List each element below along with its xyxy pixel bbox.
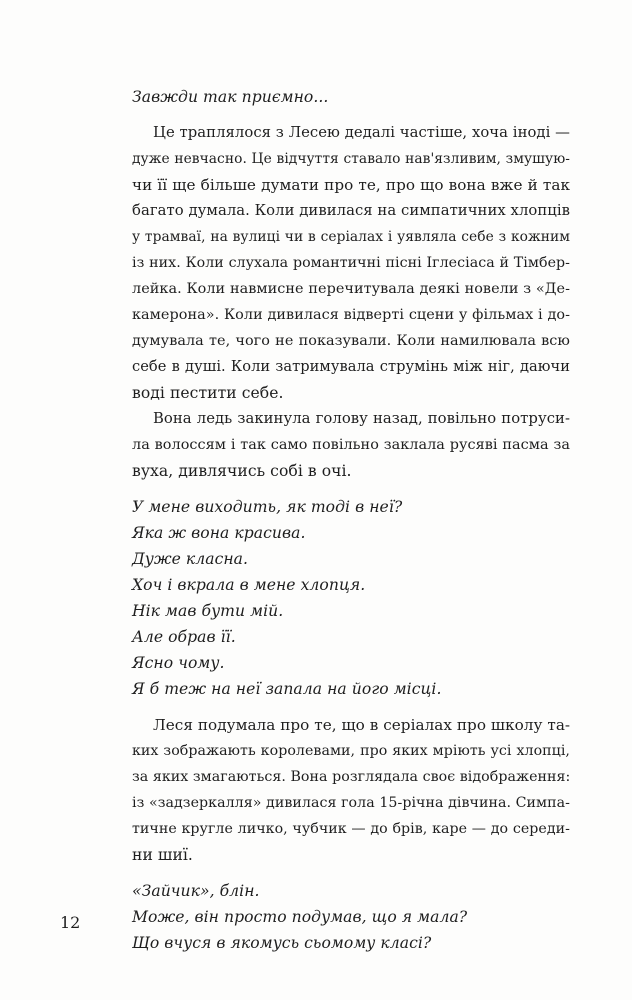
paragraph-line: Вона ледь закинула голову назад, повільно потруси- (153, 410, 570, 427)
paragraph-line: за яких змагаються. Вона розглядала своє відображення: (132, 769, 571, 785)
italic-line: Нік мав бути мій. (132, 602, 284, 620)
paragraph-line: чи її ще більше думати про те, про що вона вже й так (132, 176, 570, 194)
italic-line: Я б теж на неї запала на його місці. (132, 680, 442, 698)
paragraph-line: ни шиї. (132, 846, 193, 864)
paragraph-line: ла волоссям і так само повільно заклала русяві пасма за (132, 437, 570, 453)
italic-line: Хоч і вкрала в мене хлопця. (132, 576, 366, 594)
paragraph-line: Леся подумала про те, що в серіалах про школу та- (153, 716, 571, 734)
italic-line: Ясно чому. (132, 654, 225, 672)
italic-line: Завжди так приємно... (132, 88, 329, 106)
page-number: 12 (60, 913, 81, 932)
italic-line: Що вчуся в якомусь сьомому класі? (132, 934, 432, 952)
paragraph-line: Це траплялося з Лесею дедалі частіше, хоча іноді — (153, 124, 570, 141)
italic-line: Дуже класна. (132, 550, 249, 568)
paragraph-line: вуха, дивлячись собі в очі. (132, 462, 352, 480)
italic-line: У мене виходить, як тоді в неї? (132, 498, 403, 516)
paragraph-line: дуже невчасно. Це відчуття ставало нав'язливим, змушую- (132, 151, 570, 167)
paragraph-line: із них. Коли слухала романтичні пісні Іглесіаса й Тімбер- (132, 255, 570, 271)
paragraph-line: багато думала. Коли дивилася на симпатичних хлопців (132, 202, 570, 219)
paragraph-line: камерона». Коли дивилася відверті сцени у фільмах і до- (132, 307, 570, 323)
paragraph-line: тичне кругле личко, чубчик — до брів, каре — до середи- (132, 821, 570, 837)
paragraph-line: воді пестити себе. (132, 384, 284, 402)
paragraph-line: себе в душі. Коли затримувала струмінь між ніг, даючи (132, 358, 570, 375)
italic-line: Яка ж вона красива. (132, 524, 306, 542)
italic-line: «Зайчик», блін. (132, 882, 260, 900)
paragraph-line: у трамваї, на вулиці чи в серіалах і уявляла себе з кожним (132, 229, 570, 245)
paragraph-line: із «задзеркалля» дивилася гола 15-річна дівчина. Симпа- (132, 795, 570, 811)
italic-line: Але обрав її. (132, 628, 236, 646)
paragraph-line: думувала те, чого не показували. Коли намилювала всю (132, 333, 570, 349)
italic-line: Може, він просто подумав, що я мала? (132, 908, 468, 926)
paragraph-line: лейка. Коли навмисне перечитувала деякі новели з «Де- (132, 281, 570, 297)
paragraph-line: ких зображають королевами, про яких мріють усі хлопці, (132, 743, 570, 759)
